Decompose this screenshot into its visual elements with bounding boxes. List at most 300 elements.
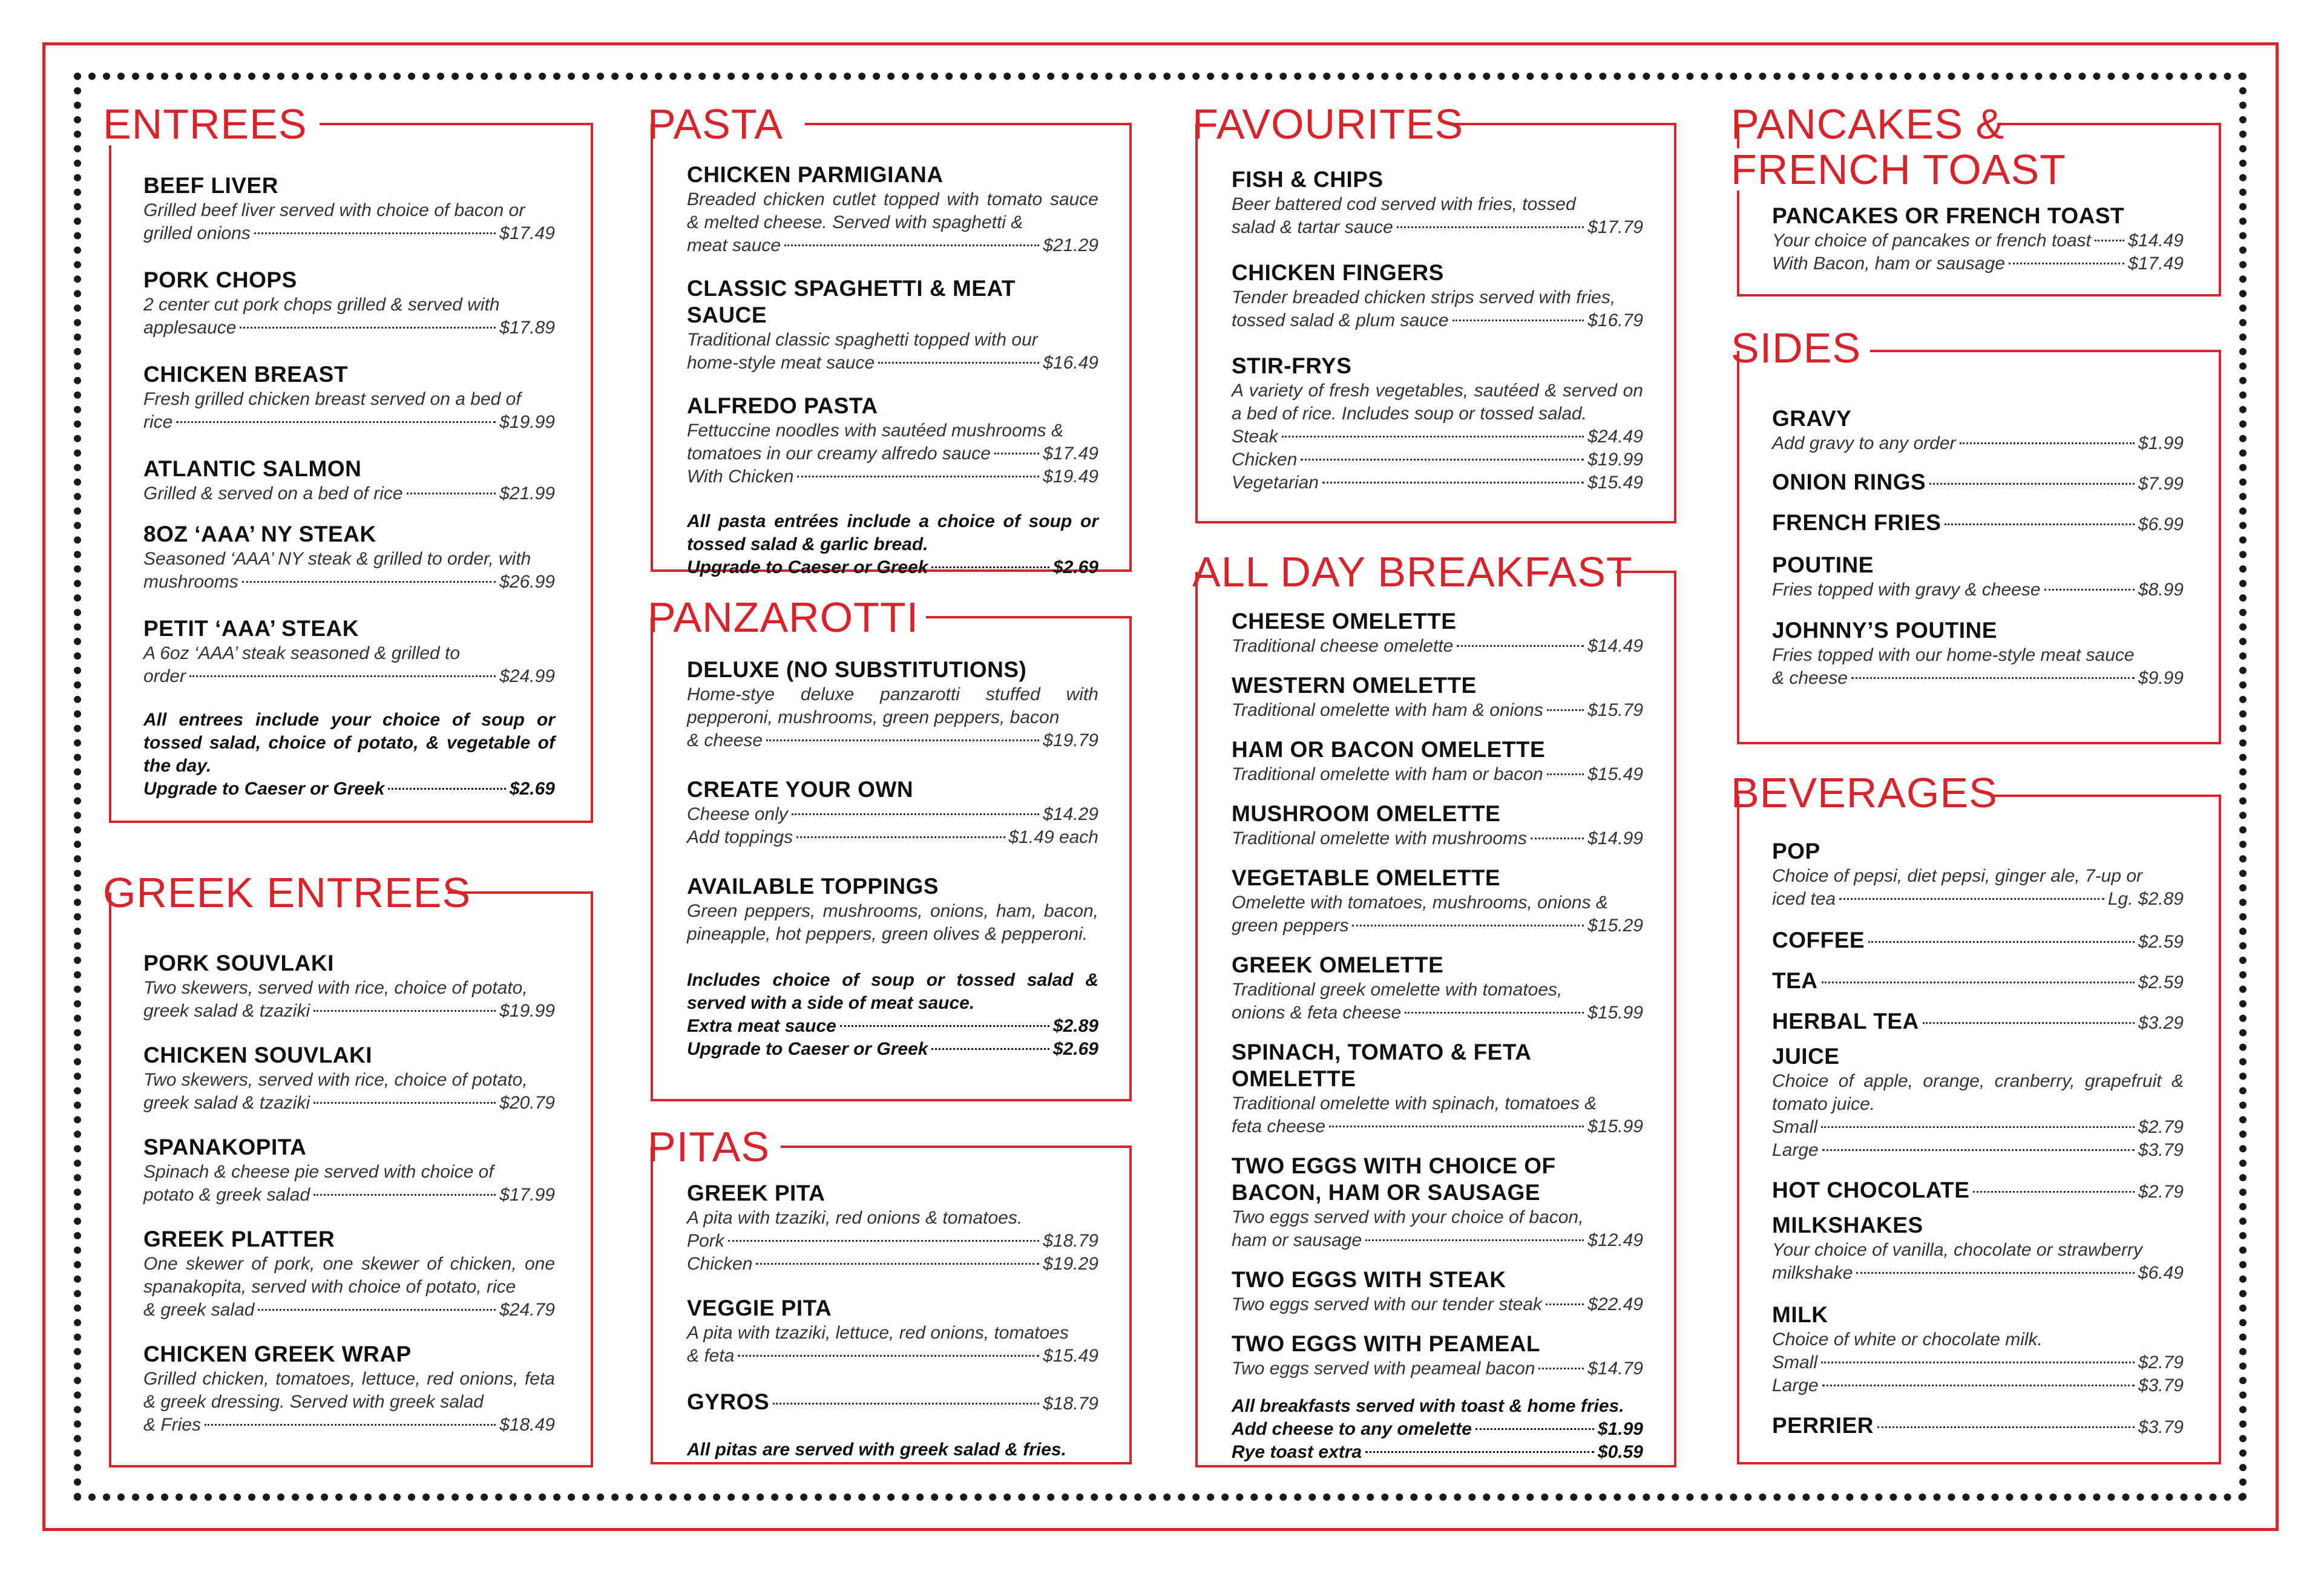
price: $22.49 [1587, 1294, 1643, 1314]
row-label: Traditional omelette with ham & onions [1232, 700, 1543, 720]
item-name: GRAVY [1772, 406, 1852, 431]
row-label: & Fries [143, 1415, 202, 1435]
row-label: Grilled & served on a bed of rice [143, 484, 403, 503]
item-description: Green peppers, mushrooms, onions, ham, bacon, pineapple, hot peppers, green olives & pepperoni. [687, 901, 1098, 944]
note-price: $2.69 [1052, 557, 1098, 577]
price: $17.49 [1043, 444, 1098, 464]
row-label: With Chicken [687, 467, 794, 487]
price: $21.29 [1043, 235, 1098, 255]
dot-leader [1960, 442, 2135, 444]
dot-leader [1538, 1368, 1584, 1369]
price-row [1232, 914, 1643, 937]
dot-leader [1322, 482, 1584, 484]
note-price: $0.59 [1597, 1442, 1643, 1462]
item-name: ALFREDO PASTA [687, 393, 878, 418]
note-price-row [143, 778, 555, 801]
item-name: TWO EGGS WITH STEAK [1232, 1267, 1506, 1292]
item-name: JUICE [1772, 1044, 1840, 1069]
row-label: feta cheese [1232, 1116, 1326, 1136]
beverages-items [1772, 838, 2184, 1439]
section-greek-entrees [103, 871, 587, 1477]
item-name: PETIT ‘AAA’ STEAK [143, 616, 359, 641]
dot-leader [1301, 459, 1584, 461]
menu-item [1232, 1267, 1643, 1316]
dot-leader [313, 1010, 496, 1012]
price: $16.79 [1587, 310, 1643, 330]
dot-leader [1822, 1385, 2135, 1386]
dot-leader [313, 1102, 496, 1104]
coffee-row [1772, 929, 2184, 954]
item-description: Fries topped with our home-style meat sauce [1772, 645, 2135, 665]
item-name: CHICKEN FINGERS [1232, 260, 1444, 285]
menu-item [1772, 1043, 2184, 1162]
item-description: A 6oz ‘AAA’ steak seasoned & grilled to [143, 643, 461, 663]
item-name: STIR-FRYS [1232, 353, 1352, 378]
menu-item [1232, 736, 1643, 786]
price-row [687, 1345, 1098, 1368]
row-label: Add toppings [687, 827, 793, 847]
price: $17.79 [1587, 217, 1643, 237]
dot-leader [756, 1263, 1039, 1265]
dot-leader [1329, 1126, 1584, 1127]
item-name: MILK [1772, 1302, 1828, 1327]
note-price-row [687, 1038, 1098, 1061]
menu-item [1772, 552, 2184, 602]
section-title: GREEK ENTREES [103, 869, 471, 916]
title-rule [1997, 123, 2221, 125]
price: $1.99 [2138, 433, 2184, 453]
note-price: $2.69 [1052, 1039, 1098, 1059]
row-label: applesauce [143, 318, 237, 338]
row-label: Cheese only [687, 804, 788, 824]
item-name: SPINACH, TOMATO & FETA OMELETTE [1232, 1040, 1531, 1091]
row-label: home-style meat sauce [687, 353, 875, 373]
dot-leader [254, 232, 496, 234]
item-name: HOT CHOCOLATE [1772, 1178, 1970, 1202]
dot-leader [796, 836, 1005, 838]
price-row [687, 465, 1098, 488]
dot-leader [1945, 523, 2135, 525]
price-row [687, 1230, 1098, 1253]
price-row [1772, 252, 2184, 275]
price-row [1232, 763, 1643, 786]
price: $16.49 [1043, 353, 1098, 373]
row-label: ham or sausage [1232, 1230, 1362, 1250]
panzarotti-note: Includes choice of soup or tossed salad & served with a side of meat sauce. [687, 970, 1098, 1013]
item-description: Traditional classic spaghetti topped with our [687, 330, 1038, 350]
item-name: PORK CHOPS [143, 267, 297, 292]
price: $2.59 [2138, 972, 2184, 992]
dot-leader [784, 244, 1039, 246]
dot-leader [931, 566, 1049, 568]
item-name: CHICKEN PARMIGIANA [687, 162, 944, 187]
price: $18.79 [1043, 1394, 1098, 1414]
row-label: tossed salad & plum sauce [1232, 310, 1449, 330]
item-description: Beer battered cod served with fries, tossed [1232, 194, 1576, 214]
dot-leader [1973, 1191, 2134, 1193]
price-row [1232, 635, 1643, 658]
item-description: Choice of apple, orange, cranberry, grapefruit & tomato juice. [1772, 1071, 2184, 1114]
dot-leader [931, 1048, 1049, 1050]
title-rule [1870, 350, 2221, 352]
item-description: Two skewers, served with rice, choice of potato, [143, 1070, 528, 1090]
dot-leader [388, 788, 505, 790]
menu-item [143, 1042, 555, 1115]
price-row [143, 1184, 555, 1207]
price-row [687, 234, 1098, 257]
price-row [1772, 579, 2184, 602]
item-name: TWO EGGS WITH PEAMEAL [1232, 1331, 1540, 1356]
dot-leader [994, 453, 1039, 454]
price: $3.79 [2138, 1140, 2184, 1160]
note-price: $2.89 [1052, 1016, 1098, 1036]
row-label: Fries topped with gravy & cheese [1772, 580, 2041, 600]
menu-item [1232, 260, 1643, 332]
dot-leader [1839, 898, 2104, 900]
price: $3.79 [2138, 1375, 2184, 1395]
breakfast-items [1232, 608, 1643, 1464]
price: $14.99 [1587, 828, 1643, 848]
menu-item [1232, 166, 1643, 239]
dot-leader [1452, 320, 1584, 321]
panzarotti-items [687, 657, 1098, 1061]
item-name: 8OZ ‘AAA’ NY STEAK [143, 522, 376, 546]
note-price-row [687, 556, 1098, 579]
price-row [687, 826, 1098, 849]
dot-leader [2095, 240, 2124, 241]
entrees-items [143, 172, 555, 801]
item-description: 2 center cut pork chops grilled & served with [143, 295, 500, 315]
tea-row [1772, 969, 2184, 994]
french-fries-row [1772, 511, 2184, 536]
section-panzarotti [648, 596, 1132, 1104]
row-label: milkshake [1772, 1263, 1853, 1283]
row-label: Pork [687, 1231, 724, 1251]
price: $19.49 [1043, 467, 1098, 487]
item-name: CHICKEN GREEK WRAP [143, 1342, 412, 1366]
section-title: BEVERAGES [1731, 769, 1998, 816]
dot-leader [766, 739, 1039, 741]
price: $6.99 [2138, 514, 2184, 534]
row-label: With Bacon, ham or sausage [1772, 254, 2005, 274]
price: $17.89 [499, 318, 555, 338]
price: $19.79 [1043, 730, 1098, 750]
greek-entrees-items [143, 950, 555, 1456]
menu-item [1232, 801, 1643, 850]
item-name: MUSHROOM OMELETTE [1232, 801, 1501, 826]
price-row [1772, 667, 2184, 690]
price: $17.49 [499, 223, 555, 243]
row-label: Vegetarian [1232, 473, 1319, 493]
note-price-row [1232, 1441, 1643, 1464]
price-row [143, 665, 555, 688]
dot-leader [1822, 982, 2135, 983]
row-label: & greek salad [143, 1300, 255, 1320]
section-title: FAVOURITES [1192, 100, 1464, 148]
dot-leader [1877, 1426, 2135, 1428]
price: $14.29 [1043, 804, 1098, 824]
onion-rings-row [1772, 471, 2184, 496]
price: $15.29 [1587, 916, 1643, 936]
price: $12.49 [1587, 1230, 1643, 1250]
row-label: Chicken [687, 1254, 753, 1274]
price: Lg. $2.89 [2107, 889, 2184, 909]
price: $2.59 [2138, 932, 2184, 952]
menu-item [143, 950, 555, 1023]
price: $3.79 [2138, 1417, 2184, 1437]
menu-item [687, 275, 1098, 375]
item-name: COFFEE [1772, 928, 1865, 952]
price: $14.49 [1587, 636, 1643, 656]
price-row [143, 1414, 555, 1437]
price-row [1232, 1002, 1643, 1025]
entrees-note: All entrees include your choice of soup or tossed salad, choice of potato, & vegetable of the day. [143, 710, 555, 776]
section-title-line2: FRENCH TOAST [1731, 148, 2078, 191]
item-description: Spinach & cheese pie served with choice of [143, 1162, 494, 1182]
section-beverages [1731, 769, 2221, 1467]
price: $15.99 [1587, 1116, 1643, 1136]
item-name: ONION RINGS [1772, 470, 1926, 494]
dot-leader [728, 1240, 1040, 1242]
menu-item [687, 1180, 1098, 1276]
menu-item [1772, 617, 2184, 690]
gyros-row [687, 1391, 1098, 1415]
price-row [143, 1092, 555, 1115]
section-title-line1: PANCAKES & [1731, 100, 2005, 148]
item-description: Tender breaded chicken strips served with fries, [1232, 287, 1616, 307]
dot-leader [1822, 1149, 2135, 1151]
menu-item [1232, 1153, 1643, 1252]
menu-item [143, 1226, 555, 1322]
dot-leader [1405, 1012, 1584, 1014]
item-description: Breaded chicken cutlet topped with tomato sauce & melted cheese. Served with spaghetti & [687, 189, 1098, 232]
price: $19.99 [499, 1001, 555, 1021]
price-row [143, 316, 555, 339]
note-label: Rye toast extra [1232, 1442, 1362, 1462]
menu-item [1232, 865, 1643, 937]
row-label: Traditional cheese omelette [1232, 636, 1454, 656]
row-label: iced tea [1772, 889, 1836, 909]
price: $3.29 [2138, 1013, 2184, 1033]
item-name: CHEESE OMELETTE [1232, 609, 1457, 634]
price: $15.49 [1587, 473, 1643, 493]
title-rule [805, 123, 1132, 125]
row-label: Traditional omelette with mushrooms [1232, 828, 1527, 848]
price: $18.49 [499, 1415, 555, 1435]
row-label: rice [143, 412, 173, 432]
price-row [1772, 1116, 2184, 1139]
row-label: Chicken [1232, 450, 1298, 470]
row-label: onions & feta cheese [1232, 1003, 1402, 1023]
price-row [1232, 1357, 1643, 1380]
row-label: & feta [687, 1346, 735, 1366]
dot-leader [2009, 263, 2124, 264]
menu-item [143, 456, 555, 505]
dot-leader [240, 327, 496, 329]
row-label: Large [1772, 1375, 1819, 1395]
price-row [143, 411, 555, 434]
item-name: PANCAKES OR FRENCH TOAST [1772, 203, 2125, 228]
item-description: Fresh grilled chicken breast served on a bed of [143, 389, 521, 409]
price-row [1772, 432, 2184, 455]
note-label: Add cheese to any omelette [1232, 1419, 1472, 1439]
price-row [143, 571, 555, 594]
item-description: Traditional greek omelette with tomatoes, [1232, 980, 1563, 1000]
dot-leader [773, 1403, 1039, 1405]
item-name: DELUXE (NO SUBSTITUTIONS) [687, 657, 1027, 682]
dot-leader [1929, 483, 2135, 485]
menu-item [1232, 608, 1643, 658]
item-name: GYROS [687, 1389, 770, 1414]
item-name: GREEK OMELETTE [1232, 952, 1444, 977]
price-row [1232, 216, 1643, 239]
price-row [1772, 888, 2184, 911]
dot-leader [1821, 1362, 2135, 1363]
section-title: PITAS [648, 1123, 770, 1170]
row-label: & cheese [1772, 668, 1848, 688]
item-description: A variety of fresh vegetables, sautéed & served on a bed of rice. Includes soup or tossed salad. [1232, 381, 1643, 424]
row-label: greek salad & tzaziki [143, 1001, 310, 1021]
item-name: VEGETABLE OMELETTE [1232, 865, 1501, 890]
item-name: HERBAL TEA [1772, 1009, 1919, 1034]
row-label: Two eggs served with our tender steak [1232, 1294, 1543, 1314]
note-label: Upgrade to Caeser or Greek [687, 1039, 928, 1059]
sides-items [1772, 405, 2184, 690]
item-description: A pita with tzaziki, lettuce, red onions, tomatoes [687, 1323, 1069, 1343]
dot-leader [738, 1355, 1039, 1357]
section-favourites [1192, 100, 1676, 526]
item-name: ATLANTIC SALMON [143, 456, 362, 481]
row-label: & cheese [687, 730, 763, 750]
favourites-items [1232, 166, 1643, 520]
price-row [687, 442, 1098, 465]
dot-leader [1923, 1022, 2135, 1024]
price: $19.29 [1043, 1254, 1098, 1274]
title-rule [781, 1146, 1132, 1148]
price-row [1232, 1229, 1643, 1252]
dot-leader [1457, 645, 1584, 647]
price: $1.49 each [1008, 827, 1098, 847]
item-name: GREEK PITA [687, 1181, 826, 1205]
item-name: TEA [1772, 968, 1818, 993]
dot-leader [1397, 226, 1584, 228]
price: $6.49 [2138, 1263, 2184, 1283]
price: $2.79 [2138, 1117, 2184, 1137]
dot-leader [2044, 589, 2135, 591]
note-price: $1.99 [1597, 1419, 1643, 1439]
price-row [1232, 1115, 1643, 1138]
price: $17.99 [499, 1185, 555, 1205]
menu-item [143, 1134, 555, 1207]
dot-leader [258, 1309, 496, 1311]
dot-leader [1352, 925, 1584, 926]
price-row [687, 352, 1098, 375]
row-label: Small [1772, 1117, 1818, 1137]
row-label: grilled onions [143, 223, 251, 243]
price-row [143, 482, 555, 505]
row-label: Steak [1232, 427, 1278, 447]
item-description: Two skewers, served with rice, choice of potato, [143, 978, 528, 998]
menu-item [687, 162, 1098, 257]
row-label: Add gravy to any order [1772, 433, 1956, 453]
menu-item [1772, 1212, 2184, 1285]
item-name: CHICKEN SOUVLAKI [143, 1043, 373, 1067]
note-price-row [1232, 1418, 1643, 1441]
pasta-items [687, 162, 1098, 579]
price: $21.99 [499, 484, 555, 503]
item-name: POP [1772, 839, 1820, 864]
price: $26.99 [499, 572, 555, 592]
item-name: MILKSHAKES [1772, 1213, 1923, 1238]
row-label: salad & tartar sauce [1232, 217, 1393, 237]
dot-leader [242, 581, 496, 583]
item-description: Home-stye deluxe panzarotti stuffed with pepperoni, mushrooms, green peppers, bacon [687, 684, 1098, 727]
menu-item [143, 267, 555, 339]
item-name: VEGGIE PITA [687, 1296, 832, 1320]
item-name: CHICKEN BREAST [143, 362, 348, 387]
price: $15.49 [1043, 1346, 1098, 1366]
menu-item [687, 776, 1098, 849]
price-row [1232, 425, 1643, 448]
item-description: Your choice of vanilla, chocolate or strawberry [1772, 1240, 2142, 1260]
price-row [1232, 309, 1643, 332]
menu-item [687, 873, 1098, 946]
menu-item [143, 615, 555, 688]
dot-leader [840, 1025, 1049, 1027]
row-label: order [143, 666, 186, 686]
price-row [1772, 1351, 2184, 1374]
item-description: A pita with tzaziki, red onions & tomatoes. [687, 1208, 1023, 1228]
price-row [687, 803, 1098, 826]
menu-item [1232, 672, 1643, 722]
price: $2.79 [2138, 1352, 2184, 1372]
note-price-row [687, 1015, 1098, 1038]
price: $20.79 [499, 1093, 555, 1113]
menu-item [143, 172, 555, 245]
price: $24.79 [499, 1300, 555, 1320]
item-description: Omelette with tomatoes, mushrooms, onions & [1232, 893, 1608, 913]
price: $19.99 [499, 412, 555, 432]
menu-item [687, 1295, 1098, 1368]
price-row [1232, 448, 1643, 471]
item-description: Traditional omelette with spinach, tomatoes & [1232, 1093, 1597, 1113]
row-label: Traditional omelette with ham or bacon [1232, 764, 1543, 784]
dot-leader [1547, 773, 1584, 775]
dot-leader [1547, 709, 1584, 711]
menu-item [1772, 838, 2184, 911]
item-name: TWO EGGS WITH CHOICE OF BACON, HAM OR SAUSAGE [1232, 1153, 1556, 1205]
section-pitas [648, 1123, 1132, 1470]
herbal-tea-row [1772, 1010, 2184, 1035]
section-title: PANZAROTTI [648, 594, 919, 641]
row-label: tomatoes in our creamy alfredo sauce [687, 444, 991, 464]
item-description: Grilled beef liver served with choice of bacon or [143, 200, 525, 220]
dot-leader [205, 1424, 496, 1426]
dot-leader [313, 1194, 496, 1196]
item-description: Choice of pepsi, diet pepsi, ginger ale, 7-up or [1772, 866, 2143, 886]
item-name: CREATE YOUR OWN [687, 777, 914, 802]
price: $15.99 [1587, 1003, 1643, 1023]
dot-leader [1856, 1272, 2135, 1274]
pancakes-items [1772, 203, 2184, 275]
item-name: BEEF LIVER [143, 173, 278, 198]
section-breakfast [1192, 548, 1676, 1470]
title-rule [1452, 123, 1676, 125]
dot-leader [407, 493, 496, 494]
note-label: Extra meat sauce [687, 1016, 836, 1036]
title-rule [1994, 795, 2221, 797]
dot-leader [1282, 436, 1584, 438]
